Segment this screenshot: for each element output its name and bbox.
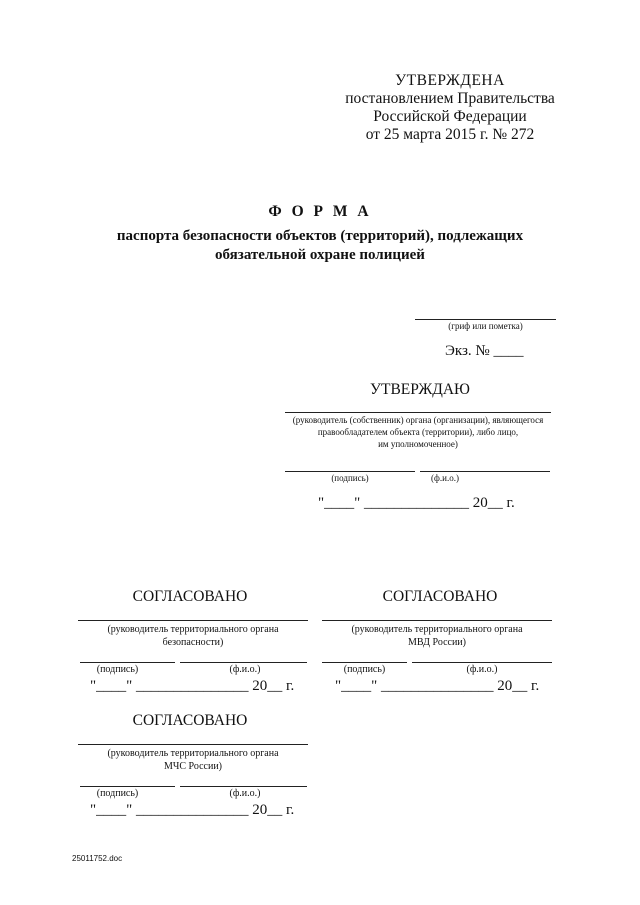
agreement-2-caption-line-1: (руководитель территориального органа (351, 624, 523, 635)
agreement-2-caption-line-2: МВД России) (408, 637, 466, 648)
agreement-2-date-line: "____" _______________ 20__ г. (335, 678, 540, 694)
agreement-1-fio-label: (ф.и.о.) (229, 664, 261, 675)
agreement-3-signature-line (80, 786, 175, 787)
grif-caption: (гриф или пометка) (448, 321, 523, 331)
agreement-3-title: СОГЛАСОВАНО (132, 712, 248, 729)
approval-line-2: постановлением Правительства (345, 90, 555, 107)
agreement-2-fio-line (412, 662, 552, 663)
copy-number: Экз. № ____ (445, 343, 524, 359)
agreement-3-name-line (78, 744, 308, 745)
form-subtitle-line-2: обязательной охране полицией (215, 247, 425, 263)
approve-signature-label: (подпись) (331, 473, 369, 483)
agreement-1-name-line (78, 620, 308, 621)
agreement-3-caption-line-1: (руководитель территориального органа (107, 748, 279, 759)
agreement-1-title: СОГЛАСОВАНО (132, 588, 248, 605)
agreement-2-signature-label: (подпись) (343, 664, 386, 675)
agreement-1-caption-line-1: (руководитель территориального органа (107, 624, 279, 635)
approval-header (330, 72, 570, 144)
agreement-1-signature-label: (подпись) (96, 664, 139, 675)
agreement-2-name-line (322, 620, 552, 621)
agreement-1-caption (78, 623, 308, 649)
approval-title: УТВЕРЖДЕНА (395, 72, 505, 89)
approve-caption (282, 414, 554, 450)
approve-date-line: "____" ______________ 20__ г. (318, 495, 515, 511)
approve-caption-line-2: правообладателем объекта (территории), либо лицо, (317, 427, 519, 437)
agreement-2-fio-label: (ф.и.о.) (466, 664, 498, 675)
agreement-2-title: СОГЛАСОВАНО (382, 588, 498, 605)
approval-line-3: Российской Федерации (373, 108, 527, 125)
approve-caption-line-1: (руководитель (собственник) органа (организации), являющегося (292, 415, 544, 425)
footer-filename: 25011752.doc (72, 854, 123, 863)
agreement-1-signature-line (80, 662, 175, 663)
form-subtitle-line-1: паспорта безопасности объектов (территорий), подлежащих (116, 228, 524, 244)
agreement-3-fio-label: (ф.и.о.) (229, 788, 261, 799)
grif-line (415, 319, 556, 320)
agreement-2-caption (322, 623, 552, 649)
approve-caption-line-3: им уполномоченное) (378, 439, 458, 449)
agreement-1-caption-line-2: безопасности) (162, 637, 224, 648)
approve-name-line (285, 412, 551, 413)
approve-signature-line (285, 471, 415, 472)
agreement-3-signature-label: (подпись) (96, 788, 139, 799)
agreement-3-caption (78, 747, 308, 773)
approval-line-4: от 25 марта 2015 г. № 272 (365, 126, 535, 143)
approve-fio-label: (ф.и.о.) (431, 473, 459, 483)
agreement-1-fio-line (180, 662, 307, 663)
agreement-3-caption-line-2: МЧС России) (163, 761, 223, 772)
agreement-1-date-line: "____" _______________ 20__ г. (90, 678, 295, 694)
agreement-3-date-line: "____" _______________ 20__ г. (90, 802, 295, 818)
agreement-2-signature-line (322, 662, 407, 663)
form-title: Ф О Р М А (268, 203, 372, 220)
approve-title: УТВЕРЖДАЮ (370, 381, 470, 398)
agreement-3-fio-line (180, 786, 307, 787)
approve-fio-line (420, 471, 550, 472)
